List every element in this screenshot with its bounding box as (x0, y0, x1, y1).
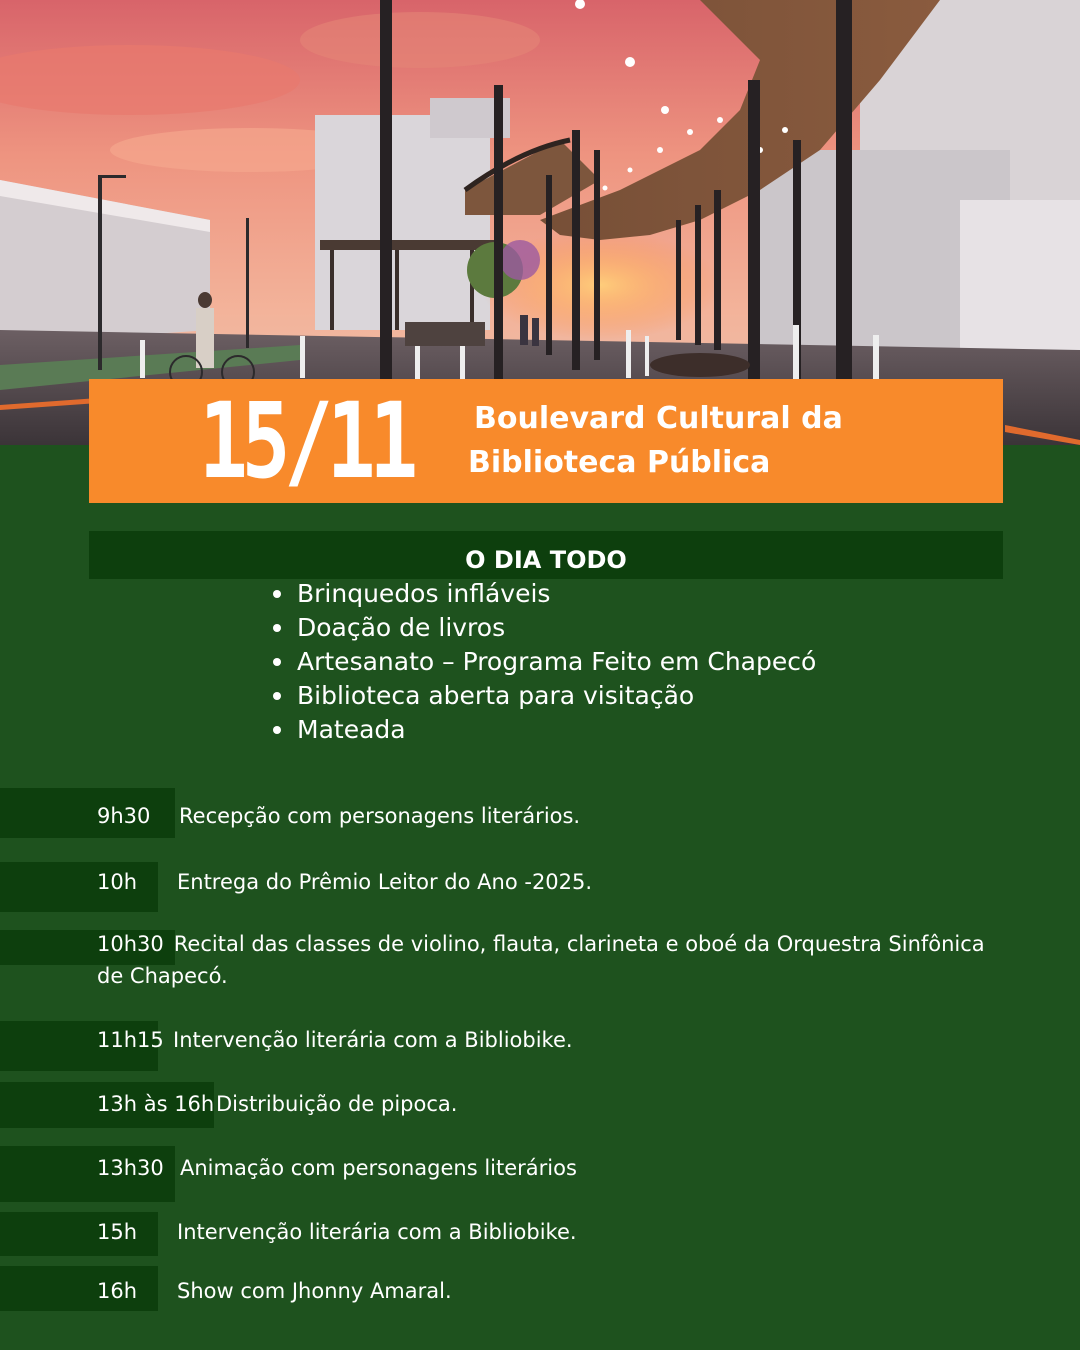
schedule-time: 13h30 (97, 1156, 164, 1180)
schedule-desc (97, 928, 997, 992)
event-title-line1: Boulevard Cultural da (474, 401, 843, 436)
schedule-time: 10h (97, 870, 138, 894)
all-day-heading-bar (89, 531, 1003, 579)
schedule-desc: Recepção com personagens literários. (179, 804, 581, 828)
schedule-time: 16h (97, 1279, 138, 1303)
event-title-line2: Biblioteca Pública (468, 445, 771, 480)
schedule-row (0, 1266, 1080, 1311)
schedule-row (0, 862, 1080, 912)
event-title (468, 397, 974, 485)
header-banner (89, 379, 1003, 503)
schedule-row (0, 1146, 1080, 1202)
event-date: 15/11 (199, 380, 413, 502)
list-item: Doação de livros (270, 611, 816, 645)
schedule-row (0, 1082, 1080, 1128)
list-item: Mateada (270, 713, 816, 747)
schedule-desc: Distribuição de pipoca. (216, 1092, 458, 1116)
schedule-desc: Intervenção literária com a Bibliobike. (173, 1028, 573, 1052)
list-item: Biblioteca aberta para visitação (270, 679, 816, 713)
schedule-desc: Show com Jhonny Amaral. (177, 1279, 452, 1303)
schedule-time: 15h (97, 1220, 138, 1244)
schedule-desc: Entrega do Prêmio Leitor do Ano -2025. (177, 870, 593, 894)
schedule-desc: Animação com personagens literários (180, 1156, 577, 1180)
all-day-list (270, 577, 816, 747)
all-day-heading: O DIA TODO (465, 546, 627, 574)
schedule-row (0, 1021, 1080, 1071)
schedule-time: 11h15 (97, 1028, 164, 1052)
list-item: Brinquedos infláveis (270, 577, 816, 611)
schedule-time: 9h30 (97, 804, 151, 828)
schedule-desc: Intervenção literária com a Bibliobike. (177, 1220, 577, 1244)
schedule-time: 10h30 (97, 932, 164, 956)
schedule-row (0, 930, 1080, 994)
schedule-desc-text: Recital das classes de violino, flauta, clarineta e oboé da Orquestra Sinfônica de Chapecó. (97, 932, 985, 988)
schedule-time: 13h às 16h (97, 1092, 215, 1116)
list-item: Artesanato – Programa Feito em Chapecó (270, 645, 816, 679)
schedule-row (0, 1212, 1080, 1256)
schedule-row (0, 788, 1080, 838)
